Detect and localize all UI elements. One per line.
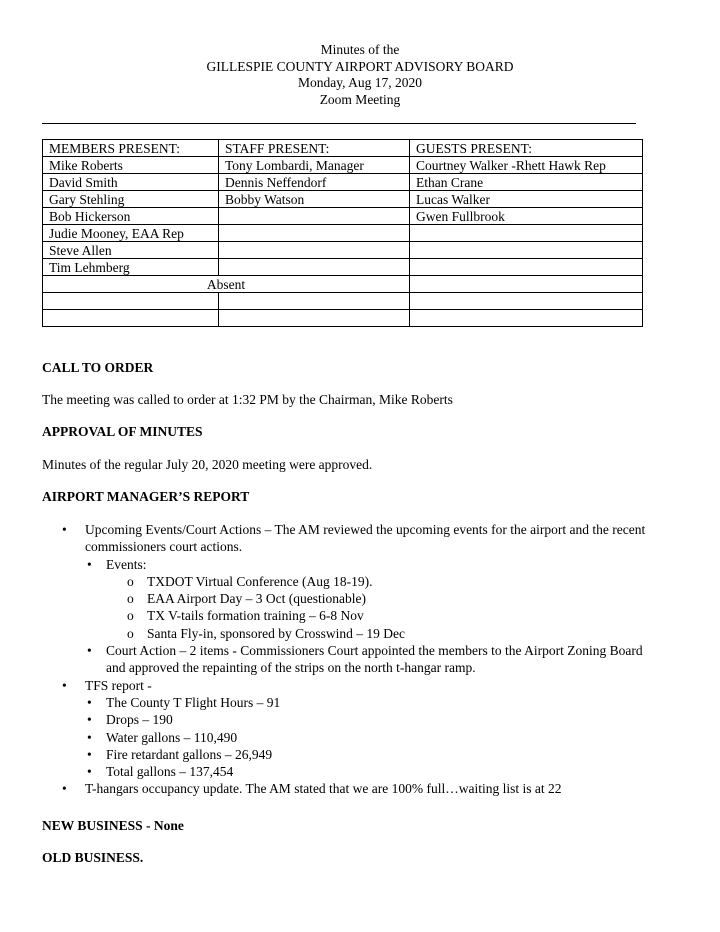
table-cell: Tim Lehmberg <box>43 259 219 276</box>
old-business-heading: OLD BUSINESS. <box>42 850 144 865</box>
event-item: o EAA Airport Day – 3 Oct (questionable) <box>127 591 366 607</box>
approval-text: Minutes of the regular July 20, 2020 meeting were approved. <box>42 457 373 472</box>
header-divider <box>42 123 636 124</box>
table-header-row <box>43 140 643 157</box>
list-item-events: • Events: <box>87 556 147 572</box>
table-cell <box>410 310 643 327</box>
table-cell <box>219 293 410 310</box>
call-to-order-heading: CALL TO ORDER <box>42 360 154 375</box>
new-business-heading: NEW BUSINESS - None <box>42 818 184 833</box>
table-cell: Bob Hickerson <box>43 208 219 225</box>
tfs-item: • Total gallons – 137,454 <box>87 764 234 780</box>
header-staff: STAFF PRESENT: <box>219 140 410 157</box>
header-line-date: Monday, Aug 17, 2020 <box>298 75 422 90</box>
tfs-item: • Water gallons – 110,490 <box>87 729 238 745</box>
event-item: o TX V-tails formation training – 6-8 Nov <box>127 608 364 624</box>
list-item-tfs: • TFS report - <box>62 677 152 693</box>
circle-bullet-icon: o <box>127 625 134 641</box>
table-row <box>43 242 643 259</box>
circle-bullet-icon: o <box>127 573 134 589</box>
document-header <box>0 42 720 108</box>
bullet-icon: • <box>62 781 67 797</box>
table-cell <box>219 242 410 259</box>
table-cell <box>43 310 219 327</box>
absent-label: Absent <box>43 276 410 293</box>
list-item-upcoming: • Upcoming Events/Court Actions – The AM reviewed the upcoming events for the airport and the recent <box>62 522 646 537</box>
table-row <box>43 310 643 327</box>
table-cell: Bobby Watson <box>219 191 410 208</box>
bullet-icon: • <box>62 677 67 693</box>
table-cell: Gwen Fullbrook <box>410 208 643 225</box>
bullet-icon: • <box>87 556 92 572</box>
tfs-item: • The County T Flight Hours – 91 <box>87 694 281 710</box>
list-item-hangars: • T-hangars occupancy update. The AM stated that we are 100% full…waiting list is at 22 <box>62 781 562 797</box>
tfs-item: • Drops – 190 <box>87 712 173 728</box>
table-cell <box>410 242 643 259</box>
absent-row <box>43 276 643 293</box>
header-line-board: GILLESPIE COUNTY AIRPORT ADVISORY BOARD <box>206 58 514 74</box>
table-cell: Mike Roberts <box>43 157 219 174</box>
call-to-order-text: The meeting was called to order at 1:32 PM by the Chairman, Mike Roberts <box>42 392 453 407</box>
table-row <box>43 293 643 310</box>
table-cell: Tony Lombardi, Manager <box>219 157 410 174</box>
event-item: o Santa Fly-in, sponsored by Crosswind – 19 Dec <box>127 625 405 641</box>
header-line-venue: Zoom Meeting <box>319 91 401 107</box>
table-cell <box>219 208 410 225</box>
attendance-table <box>42 139 643 327</box>
bullet-icon: • <box>87 729 92 745</box>
table-row <box>43 225 643 242</box>
table-cell <box>219 259 410 276</box>
table-cell: Courtney Walker -Rhett Hawk Rep <box>410 157 643 174</box>
table-cell <box>410 293 643 310</box>
list-item-upcoming-cont: commissioners court actions. <box>85 539 243 555</box>
list-item-court-action: • Court Action – 2 items - Commissioners Court appointed the members to the Airport Zoning Board <box>87 643 643 659</box>
table-cell <box>410 259 643 276</box>
approval-heading: APPROVAL OF MINUTES <box>42 424 203 439</box>
circle-bullet-icon: o <box>127 608 134 624</box>
table-cell: Ethan Crane <box>410 174 643 191</box>
table-row <box>43 259 643 276</box>
bullet-icon: • <box>87 746 92 762</box>
table-cell <box>43 293 219 310</box>
table-cell: Gary Stehling <box>43 191 219 208</box>
bullet-icon: • <box>87 712 92 728</box>
header-guests: GUESTS PRESENT: <box>410 140 643 157</box>
list-item-court-action-cont: and approved the repainting of the strips on the north t-hangar ramp. <box>106 660 476 676</box>
bullet-icon: • <box>87 643 92 659</box>
header-members: MEMBERS PRESENT: <box>43 140 219 157</box>
event-item: o TXDOT Virtual Conference (Aug 18-19). <box>127 573 373 589</box>
bullet-icon: • <box>87 764 92 780</box>
table-cell: Lucas Walker <box>410 191 643 208</box>
table-row <box>43 208 643 225</box>
manager-report-list <box>0 521 720 798</box>
table-cell <box>219 310 410 327</box>
table-cell <box>219 225 410 242</box>
table-row <box>43 157 643 174</box>
table-cell <box>410 225 643 242</box>
tfs-item: • Fire retardant gallons – 26,949 <box>87 746 273 762</box>
bullet-icon: • <box>62 522 67 537</box>
bullet-icon: • <box>87 694 92 710</box>
table-cell <box>410 276 643 293</box>
table-cell: Dennis Neffendorf <box>219 174 410 191</box>
manager-report-heading: AIRPORT MANAGER’S REPORT <box>42 489 250 504</box>
table-row <box>43 191 643 208</box>
table-row <box>43 174 643 191</box>
table-cell: Judie Mooney, EAA Rep <box>43 225 219 242</box>
table-cell: Steve Allen <box>43 242 219 259</box>
circle-bullet-icon: o <box>127 591 134 607</box>
table-cell: David Smith <box>43 174 219 191</box>
header-line-minutes: Minutes of the <box>320 42 400 57</box>
